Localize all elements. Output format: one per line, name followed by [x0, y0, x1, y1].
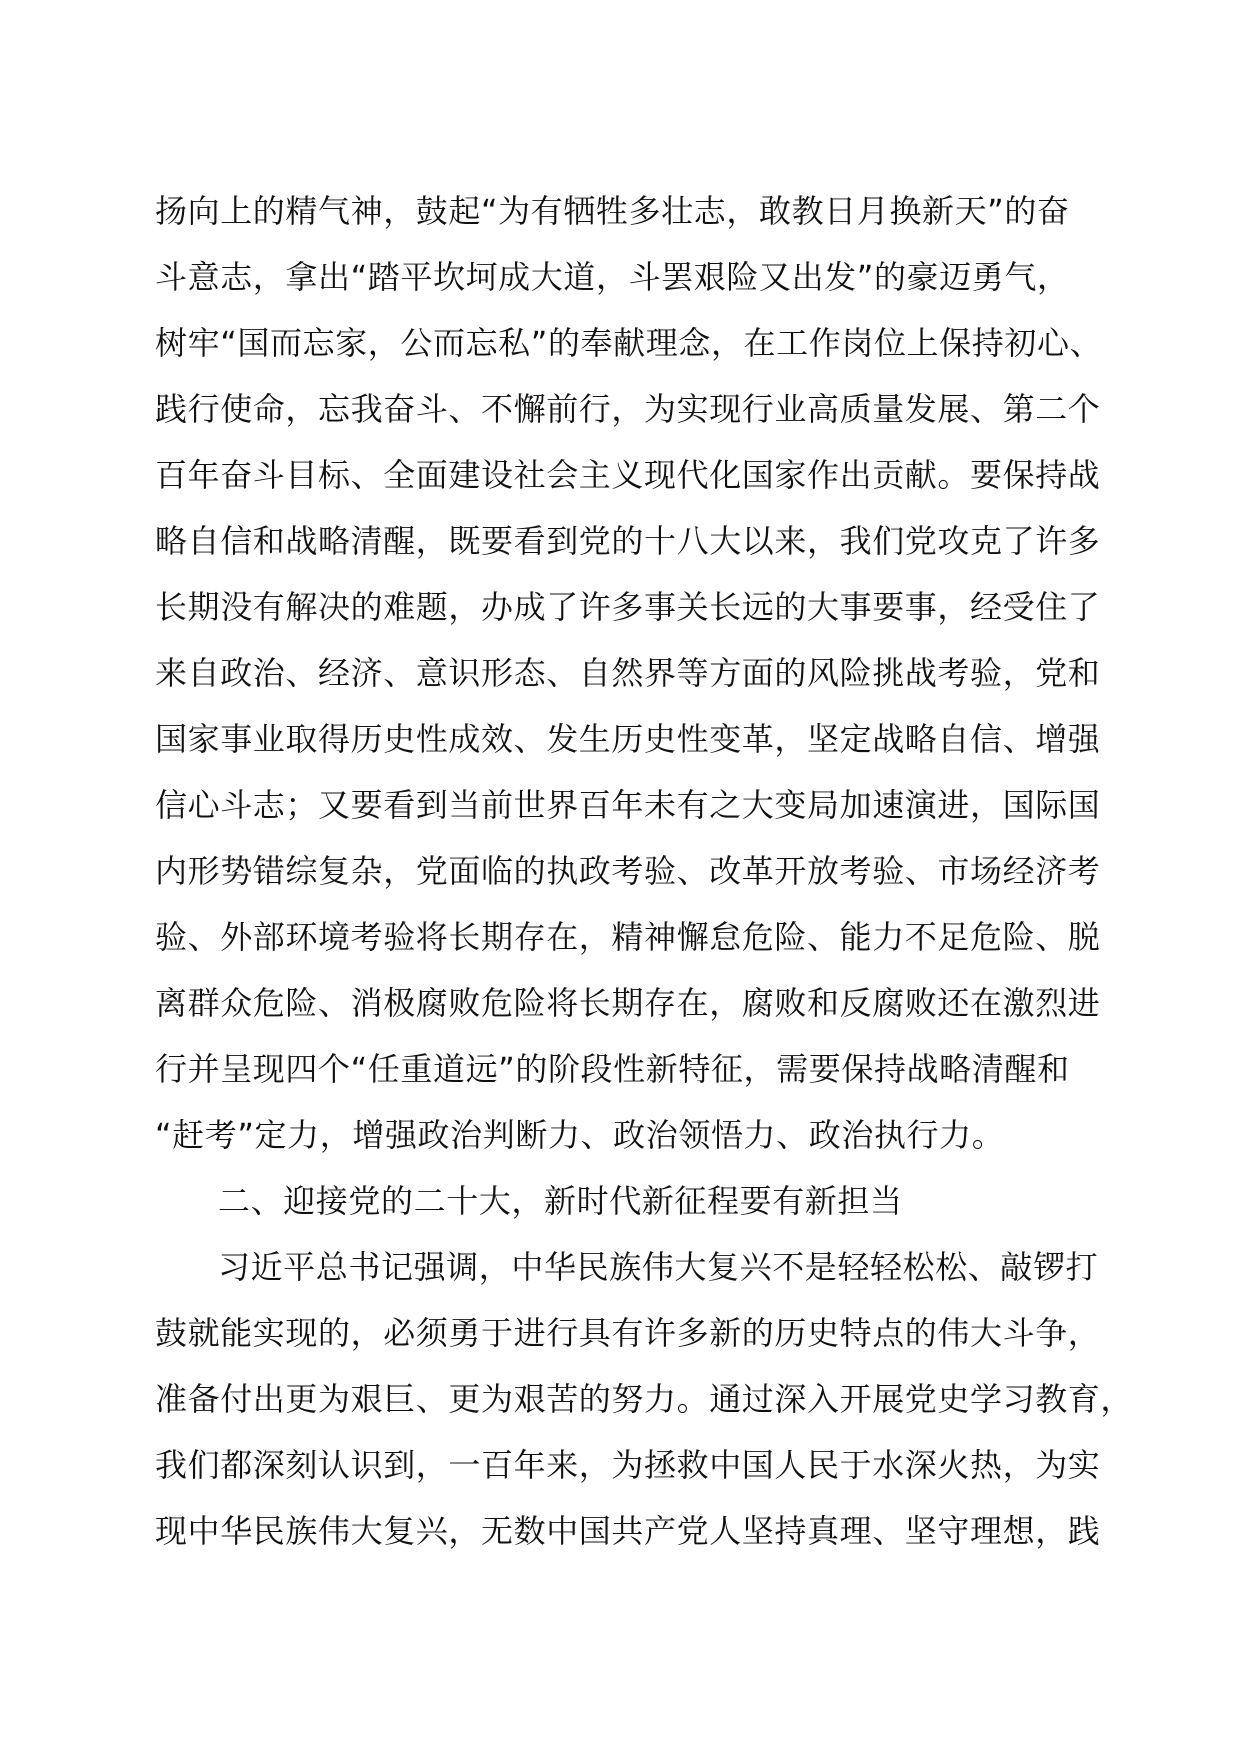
paragraph-continuation — [155, 178, 1103, 1168]
document-body — [155, 178, 1134, 1564]
text-line: 信心斗志；又要看到当前世界百年未有之大变局加速演进，国际国 — [155, 786, 1101, 824]
text-line: 内形势错综复杂，党面临的执政考验、改革开放考验、市场经济考 — [155, 852, 1101, 890]
text-line: 验、外部环境考验将长期存在，精神懈怠危险、能力不足危险、脱 — [155, 918, 1101, 956]
text-line: 树牢“国而忘家，公而忘私”的奉献理念，在工作岗位上保持初心、 — [155, 324, 1103, 362]
text-line: 斗意志，拿出“踏平坎坷成大道，斗罢艰险又出发”的豪迈勇气， — [155, 258, 1070, 296]
text-line: 习近平总书记强调，中华民族伟大复兴不是轻轻松松、敲锣打 — [218, 1248, 1099, 1286]
text-line: 百年奋斗目标、全面建设社会主义现代化国家作出贡献。要保持战 — [155, 456, 1101, 494]
text-line: 国家事业取得历史性成效、发生历史性变革，坚定战略自信、增强 — [155, 720, 1101, 758]
text-line: “赶考”定力，增强政治判断力、政治领悟力、政治执行力。 — [155, 1116, 1005, 1154]
text-line: 现中华民族伟大复兴，无数中国共产党人坚持真理、坚守理想，践 — [155, 1512, 1101, 1550]
text-line: 鼓就能实现的，必须勇于进行具有许多新的历史特点的伟大斗争， — [155, 1314, 1101, 1352]
text-line: 践行使命，忘我奋斗、不懈前行，为实现行业高质量发展、第二个 — [155, 390, 1101, 428]
text-line: 略自信和战略清醒，既要看到党的十八大以来，我们党攻克了许多 — [155, 522, 1101, 560]
text-line: 来自政治、经济、意识形态、自然界等方面的风险挑战考验，党和 — [155, 654, 1101, 692]
text-line: 我们都深刻认识到，一百年来，为拯救中国人民于水深火热，为实 — [155, 1446, 1101, 1484]
text-line: 长期没有解决的难题，办成了许多事关长远的大事要事，经受住了 — [155, 588, 1101, 626]
section-heading: 二、迎接党的二十大，新时代新征程要有新担当 — [218, 1182, 903, 1220]
text-line: 行并呈现四个“任重道远”的阶段性新特征，需要保持战略清醒和 — [155, 1050, 1070, 1088]
text-line: 准备付出更为艰巨、更为艰苦的努力。通过深入开展党史学习教育， — [155, 1380, 1134, 1418]
text-line: 扬向上的精气神，鼓起“为有牺牲多壮志，敢教日月换新天”的奋 — [155, 192, 1070, 230]
text-line: 离群众危险、消极腐败危险将长期存在，腐败和反腐败还在激烈进 — [155, 984, 1101, 1022]
paragraph-two — [155, 1234, 1134, 1564]
